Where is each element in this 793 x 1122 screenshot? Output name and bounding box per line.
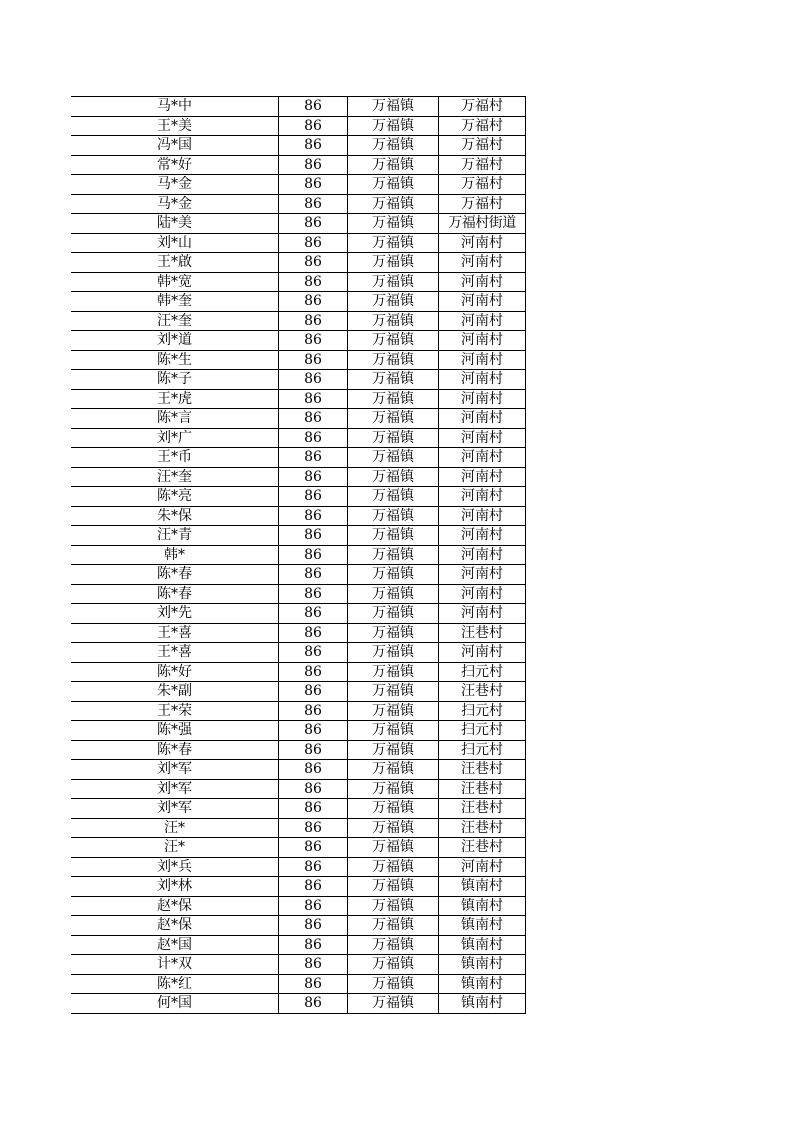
village-cell: 镇南村: [439, 955, 526, 975]
name-cell: 刘*广: [71, 428, 279, 448]
score-cell: 86: [279, 214, 348, 234]
village-cell: 河南村: [439, 350, 526, 370]
town-cell: 万福镇: [348, 565, 439, 585]
village-cell: 河南村: [439, 389, 526, 409]
score-cell: 86: [279, 253, 348, 273]
village-cell: 河南村: [439, 409, 526, 429]
score-cell: 86: [279, 838, 348, 858]
village-cell: 镇南村: [439, 974, 526, 994]
town-cell: 万福镇: [348, 253, 439, 273]
data-table: [71, 96, 526, 1014]
town-cell: 万福镇: [348, 350, 439, 370]
town-cell: 万福镇: [348, 896, 439, 916]
table-row: [71, 233, 526, 253]
score-cell: 86: [279, 994, 348, 1014]
score-cell: 86: [279, 760, 348, 780]
village-cell: 扫元村: [439, 721, 526, 741]
village-cell: 河南村: [439, 467, 526, 487]
score-cell: 86: [279, 799, 348, 819]
name-cell: 刘*兵: [71, 857, 279, 877]
name-cell: 陈*子: [71, 370, 279, 390]
town-cell: 万福镇: [348, 799, 439, 819]
town-cell: 万福镇: [348, 506, 439, 526]
village-cell: 河南村: [439, 545, 526, 565]
table-row: [71, 565, 526, 585]
name-cell: 马*中: [71, 97, 279, 117]
score-cell: 86: [279, 292, 348, 312]
town-cell: 万福镇: [348, 292, 439, 312]
table-row: [71, 857, 526, 877]
name-cell: 陈*亮: [71, 487, 279, 507]
table-row: [71, 623, 526, 643]
score-cell: 86: [279, 623, 348, 643]
score-cell: 86: [279, 779, 348, 799]
name-cell: 陈*言: [71, 409, 279, 429]
score-cell: 86: [279, 194, 348, 214]
town-cell: 万福镇: [348, 487, 439, 507]
town-cell: 万福镇: [348, 740, 439, 760]
town-cell: 万福镇: [348, 214, 439, 234]
town-cell: 万福镇: [348, 331, 439, 351]
name-cell: 韩*奎: [71, 292, 279, 312]
score-cell: 86: [279, 584, 348, 604]
table-row: [71, 155, 526, 175]
table-row: [71, 506, 526, 526]
village-cell: 河南村: [439, 428, 526, 448]
town-cell: 万福镇: [348, 194, 439, 214]
table-row: [71, 331, 526, 351]
town-cell: 万福镇: [348, 584, 439, 604]
village-cell: 河南村: [439, 526, 526, 546]
score-cell: 86: [279, 370, 348, 390]
table-row: [71, 194, 526, 214]
name-cell: 陈*生: [71, 350, 279, 370]
town-cell: 万福镇: [348, 409, 439, 429]
table-row: [71, 272, 526, 292]
table-row: [71, 311, 526, 331]
name-cell: 朱*副: [71, 682, 279, 702]
village-cell: 河南村: [439, 331, 526, 351]
village-cell: 河南村: [439, 311, 526, 331]
village-cell: 河南村: [439, 253, 526, 273]
village-cell: 河南村: [439, 233, 526, 253]
village-cell: 汪巷村: [439, 623, 526, 643]
town-cell: 万福镇: [348, 370, 439, 390]
table-row: [71, 740, 526, 760]
table-row: [71, 487, 526, 507]
table-row: [71, 116, 526, 136]
score-cell: 86: [279, 487, 348, 507]
name-cell: 汪*: [71, 838, 279, 858]
village-cell: 河南村: [439, 292, 526, 312]
name-cell: 陈*春: [71, 740, 279, 760]
town-cell: 万福镇: [348, 389, 439, 409]
score-cell: 86: [279, 701, 348, 721]
table-row: [71, 409, 526, 429]
table-row: [71, 896, 526, 916]
score-cell: 86: [279, 974, 348, 994]
name-cell: 赵*国: [71, 935, 279, 955]
table-row: [71, 136, 526, 156]
score-cell: 86: [279, 311, 348, 331]
town-cell: 万福镇: [348, 760, 439, 780]
table-row: [71, 389, 526, 409]
score-cell: 86: [279, 877, 348, 897]
score-cell: 86: [279, 955, 348, 975]
score-cell: 86: [279, 175, 348, 195]
score-cell: 86: [279, 506, 348, 526]
name-cell: 马*金: [71, 194, 279, 214]
name-cell: 韩*: [71, 545, 279, 565]
village-cell: 河南村: [439, 857, 526, 877]
table-row: [71, 214, 526, 234]
score-cell: 86: [279, 467, 348, 487]
village-cell: 扫元村: [439, 701, 526, 721]
score-cell: 86: [279, 662, 348, 682]
score-cell: 86: [279, 565, 348, 585]
village-cell: 万福村: [439, 175, 526, 195]
village-cell: 扫元村: [439, 740, 526, 760]
score-cell: 86: [279, 136, 348, 156]
table-row: [71, 350, 526, 370]
name-cell: 赵*保: [71, 916, 279, 936]
name-cell: 何*国: [71, 994, 279, 1014]
village-cell: 万福村: [439, 155, 526, 175]
town-cell: 万福镇: [348, 467, 439, 487]
village-cell: 镇南村: [439, 994, 526, 1014]
score-cell: 86: [279, 233, 348, 253]
town-cell: 万福镇: [348, 428, 439, 448]
score-cell: 86: [279, 448, 348, 468]
table-row: [71, 818, 526, 838]
name-cell: 刘*山: [71, 233, 279, 253]
table-row: [71, 955, 526, 975]
score-cell: 86: [279, 545, 348, 565]
town-cell: 万福镇: [348, 311, 439, 331]
score-cell: 86: [279, 721, 348, 741]
table-row: [71, 292, 526, 312]
town-cell: 万福镇: [348, 916, 439, 936]
village-cell: 镇南村: [439, 896, 526, 916]
score-cell: 86: [279, 643, 348, 663]
name-cell: 常*好: [71, 155, 279, 175]
village-cell: 万福村: [439, 194, 526, 214]
score-cell: 86: [279, 272, 348, 292]
table-row: [71, 545, 526, 565]
name-cell: 韩*宽: [71, 272, 279, 292]
name-cell: 汪*青: [71, 526, 279, 546]
village-cell: 汪巷村: [439, 799, 526, 819]
name-cell: 汪*奎: [71, 467, 279, 487]
table-row: [71, 760, 526, 780]
score-cell: 86: [279, 116, 348, 136]
town-cell: 万福镇: [348, 272, 439, 292]
village-cell: 河南村: [439, 487, 526, 507]
name-cell: 陆*美: [71, 214, 279, 234]
name-cell: 陈*红: [71, 974, 279, 994]
village-cell: 万福村: [439, 136, 526, 156]
table-row: [71, 935, 526, 955]
name-cell: 陈*春: [71, 565, 279, 585]
village-cell: 万福村: [439, 97, 526, 117]
name-cell: 朱*保: [71, 506, 279, 526]
town-cell: 万福镇: [348, 155, 439, 175]
name-cell: 陈*春: [71, 584, 279, 604]
table-row: [71, 604, 526, 624]
name-cell: 冯*国: [71, 136, 279, 156]
name-cell: 王*美: [71, 116, 279, 136]
village-cell: 万福村街道: [439, 214, 526, 234]
town-cell: 万福镇: [348, 604, 439, 624]
score-cell: 86: [279, 818, 348, 838]
score-cell: 86: [279, 350, 348, 370]
town-cell: 万福镇: [348, 974, 439, 994]
town-cell: 万福镇: [348, 662, 439, 682]
town-cell: 万福镇: [348, 136, 439, 156]
town-cell: 万福镇: [348, 682, 439, 702]
table-row: [71, 799, 526, 819]
table-row: [71, 467, 526, 487]
score-cell: 86: [279, 604, 348, 624]
table-body: [71, 97, 526, 1014]
town-cell: 万福镇: [348, 857, 439, 877]
score-cell: 86: [279, 682, 348, 702]
score-cell: 86: [279, 896, 348, 916]
town-cell: 万福镇: [348, 935, 439, 955]
village-cell: 河南村: [439, 448, 526, 468]
table-row: [71, 877, 526, 897]
village-cell: 汪巷村: [439, 818, 526, 838]
table-row: [71, 682, 526, 702]
town-cell: 万福镇: [348, 623, 439, 643]
table-row: [71, 370, 526, 390]
town-cell: 万福镇: [348, 721, 439, 741]
village-cell: 河南村: [439, 584, 526, 604]
village-cell: 河南村: [439, 272, 526, 292]
town-cell: 万福镇: [348, 97, 439, 117]
town-cell: 万福镇: [348, 701, 439, 721]
name-cell: 王*币: [71, 448, 279, 468]
village-cell: 万福村: [439, 116, 526, 136]
village-cell: 汪巷村: [439, 760, 526, 780]
town-cell: 万福镇: [348, 448, 439, 468]
score-cell: 86: [279, 740, 348, 760]
village-cell: 河南村: [439, 604, 526, 624]
town-cell: 万福镇: [348, 233, 439, 253]
name-cell: 王*喜: [71, 643, 279, 663]
name-cell: 刘*林: [71, 877, 279, 897]
town-cell: 万福镇: [348, 877, 439, 897]
village-cell: 河南村: [439, 506, 526, 526]
table-row: [71, 779, 526, 799]
score-cell: 86: [279, 409, 348, 429]
score-cell: 86: [279, 526, 348, 546]
town-cell: 万福镇: [348, 779, 439, 799]
table-row: [71, 643, 526, 663]
table-row: [71, 526, 526, 546]
name-cell: 刘*军: [71, 779, 279, 799]
town-cell: 万福镇: [348, 838, 439, 858]
name-cell: 马*金: [71, 175, 279, 195]
table-row: [71, 994, 526, 1014]
score-cell: 86: [279, 935, 348, 955]
name-cell: 计*双: [71, 955, 279, 975]
score-cell: 86: [279, 331, 348, 351]
town-cell: 万福镇: [348, 643, 439, 663]
village-cell: 汪巷村: [439, 838, 526, 858]
table-row: [71, 662, 526, 682]
name-cell: 汪*奎: [71, 311, 279, 331]
town-cell: 万福镇: [348, 818, 439, 838]
score-cell: 86: [279, 857, 348, 877]
score-cell: 86: [279, 97, 348, 117]
village-cell: 汪巷村: [439, 779, 526, 799]
village-cell: 镇南村: [439, 877, 526, 897]
name-cell: 刘*道: [71, 331, 279, 351]
village-cell: 镇南村: [439, 916, 526, 936]
village-cell: 河南村: [439, 370, 526, 390]
name-cell: 刘*先: [71, 604, 279, 624]
table-row: [71, 916, 526, 936]
name-cell: 王*荣: [71, 701, 279, 721]
score-cell: 86: [279, 916, 348, 936]
table-row: [71, 974, 526, 994]
table-row: [71, 448, 526, 468]
table-row: [71, 721, 526, 741]
name-cell: 王*喜: [71, 623, 279, 643]
name-cell: 刘*军: [71, 760, 279, 780]
town-cell: 万福镇: [348, 545, 439, 565]
name-cell: 王*虎: [71, 389, 279, 409]
table-row: [71, 175, 526, 195]
town-cell: 万福镇: [348, 175, 439, 195]
name-cell: 陈*好: [71, 662, 279, 682]
score-cell: 86: [279, 428, 348, 448]
table-row: [71, 253, 526, 273]
name-cell: 王*啟: [71, 253, 279, 273]
table-row: [71, 97, 526, 117]
name-cell: 陈*强: [71, 721, 279, 741]
name-cell: 赵*保: [71, 896, 279, 916]
town-cell: 万福镇: [348, 955, 439, 975]
village-cell: 汪巷村: [439, 682, 526, 702]
village-cell: 扫元村: [439, 662, 526, 682]
table-row: [71, 584, 526, 604]
village-cell: 河南村: [439, 565, 526, 585]
town-cell: 万福镇: [348, 526, 439, 546]
village-cell: 河南村: [439, 643, 526, 663]
village-cell: 镇南村: [439, 935, 526, 955]
table-row: [71, 838, 526, 858]
name-cell: 汪*: [71, 818, 279, 838]
name-cell: 刘*军: [71, 799, 279, 819]
score-cell: 86: [279, 155, 348, 175]
town-cell: 万福镇: [348, 116, 439, 136]
town-cell: 万福镇: [348, 994, 439, 1014]
table-row: [71, 428, 526, 448]
table-row: [71, 701, 526, 721]
score-cell: 86: [279, 389, 348, 409]
